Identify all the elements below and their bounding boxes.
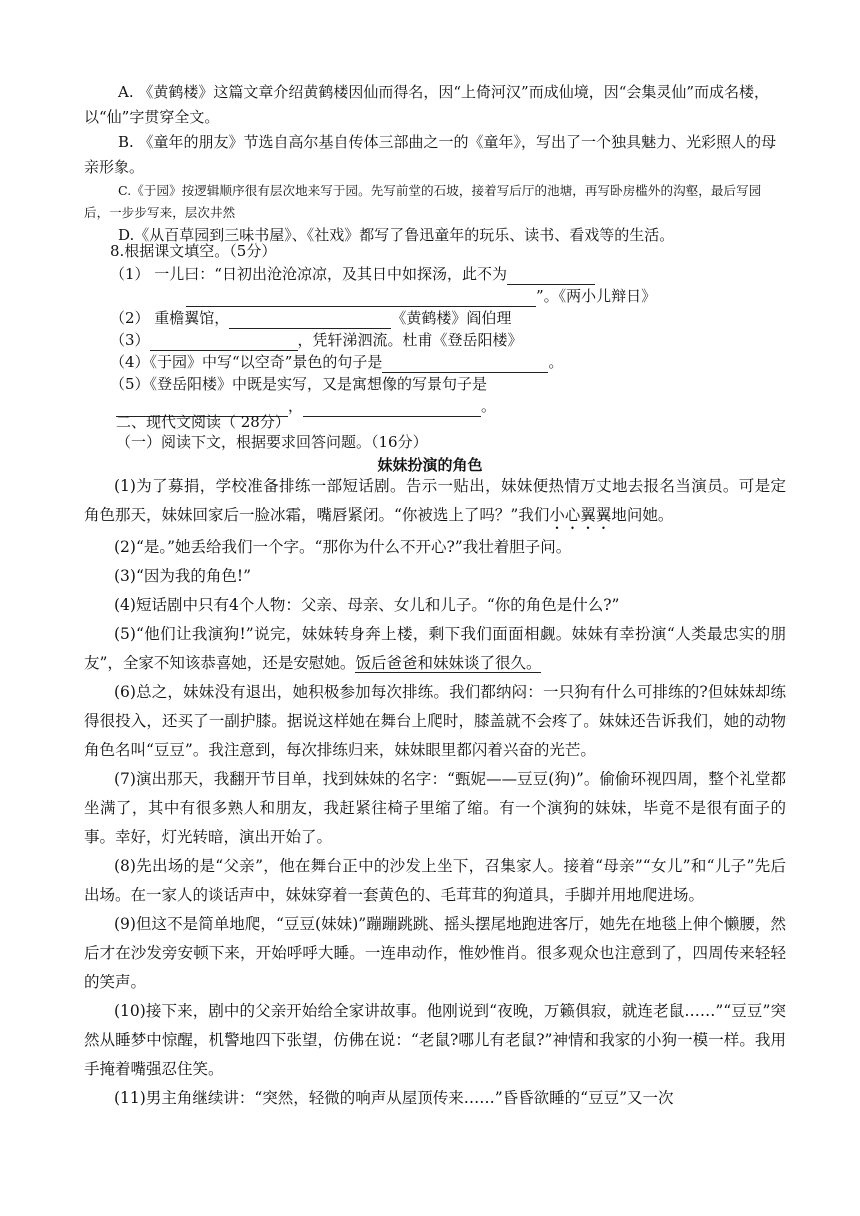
blank-2[interactable]: [229, 311, 391, 329]
paragraph-9: (9)但这不是简单地爬，“豆豆(妹妹)”蹦蹦跳跳、摇头摆尾地跑进客厅，她先在地毯上伸个懒腰，然后才在沙发旁安顿下来，开始呼呼大睡。一连串动作，惟妙惟肖。很多观众也注意到了，四周传来轻轻的笑声。: [84, 915, 786, 991]
q8-title: 8.根据课文填空。（5分）: [110, 242, 277, 260]
paragraph-3: (3)“因为我的角色!”: [114, 567, 252, 585]
blank-5b[interactable]: [303, 399, 481, 417]
paragraph-2: (2)“是。”她丢给我们一个字。“那你为什么不开心?”我壮着胆子问。: [114, 538, 572, 556]
q8-item-1: （1） 一儿曰：“日初出沧沧凉凉，及其日中如探汤，此不为: [110, 264, 595, 285]
q8-item-4: （4）《于园》中写“以空奇”景色的句子是 。: [110, 353, 564, 371]
q8-item-5-cont: ， 。: [116, 396, 496, 417]
paragraph-11: (11)男主角继续讲：“突然，轻微的响声从屋顶传来……”昏昏欲睡的“豆豆”又一次: [114, 1089, 674, 1107]
passage: [84, 472, 786, 1113]
section-subheading: （一）阅读下文，根据要求回答问题。（16分）: [116, 433, 428, 451]
blank-3[interactable]: [150, 333, 298, 351]
blank-1b[interactable]: [186, 289, 536, 307]
paragraph-4: (4)短话剧中只有4个人物：父亲、母亲、女儿和儿子。“你的角色是什么?”: [114, 596, 620, 614]
blank-4[interactable]: [382, 355, 548, 373]
option-b: B. 《童年的朋友》节选自高尔基自传体三部曲之一的《童年》，写出了一个独具魅力、光彩照人的母亲形象。: [84, 133, 777, 176]
q8-item-2: （2） 重檐翼馆， 《黄鹤楼》阎伯理: [110, 309, 512, 327]
q8-item-1-cont: ”。《两小儿辩日》: [110, 286, 656, 307]
q8-item-5: （5）《登岳阳楼》中既是实写，又是寓想像的写景句子是: [110, 375, 488, 393]
paragraph-6: (6)总之，妹妹没有退出，她积极参加每次排练。我们都纳闷：一只狗有什么可排练的?但妹妹却练得很投入，还买了一副护膝。据说这样她在舞台上爬时，膝盖就不会疼了。妹妹还告诉我们，她的动物角色名叫“豆豆”。我注意到，每次排练归来，妹妹眼里都闪着兴奋的光芒。: [84, 683, 786, 759]
option-d: D.《从百草园到三味书屋》、《社戏》都写了鲁迅童年的玩乐、读书、看戏等的生活。: [118, 226, 675, 244]
paragraph-10: (10)接下来，剧中的父亲开始给全家讲故事。他刚说到“夜晚，万籁俱寂，就连老鼠……”“豆豆”突然从睡梦中惊醒，机警地四下张望，仿佛在说：“老鼠?哪儿有老鼠?”神情和我家的小狗一模一样。我用手掩着嘴强忍住笑。: [84, 1002, 786, 1078]
paragraph-5: (5)“他们让我演狗!”说完，妹妹转身奔上楼，剩下我们面面相觑。妹妹有幸扮演“人类最忠实的朋友”，全家不知该恭喜她，还是安慰她。饭后爸爸和妹妹谈了很久。: [84, 625, 786, 672]
emphasized-phrase: 小心翼翼: [549, 506, 612, 524]
section-heading: 二、现代文阅读（ 28分）: [116, 413, 290, 431]
underlined-sentence: 饭后爸爸和妹妹谈了很久。: [355, 654, 542, 672]
option-c: C.《于园》按逻辑顺序很有层次地来写于园。先写前堂的石坡，接着写后厅的池塘，再写卧房槛外的沟壑，最后写园后，一步步写来，层次井然: [84, 183, 762, 220]
blank-1a[interactable]: [507, 267, 595, 285]
passage-title: 妹妹扮演的角色: [377, 456, 483, 474]
q8-item-3: （3） ，凭轩涕泗流。杜甫《登岳阳楼》: [110, 331, 523, 349]
question-options: [84, 80, 784, 246]
option-a: A. 《黄鹤楼》这篇文章介绍黄鹤楼因仙而得名，因“上倚河汉”而成仙境，因“会集灵仙”而成名楼，以“仙”字贯穿全文。: [84, 83, 770, 126]
paragraph-8: (8)先出场的是“父亲”，他在舞台正中的沙发上坐下，召集家人。接着“母亲”“女儿”和“儿子”先后出场。在一家人的谈话声中，妹妹穿着一套黄色的、毛茸茸的狗道具，手脚并用地爬进场。: [84, 857, 786, 904]
paragraph-7: (7)演出那天，我翻开节目单，找到妹妹的名字：“甄妮——豆豆(狗)”。偷偷环视四周，整个礼堂都坐满了，其中有很多熟人和朋友，我赶紧往椅子里缩了缩。有一个演狗的妹妹，毕竟不是很有面子的事。幸好，灯光转暗，演出开始了。: [84, 770, 786, 846]
paragraph-1: (1)为了募捐，学校准备排练一部短话剧。告示一贴出，妹妹便热情万丈地去报名当演员。可是定角色那天，妹妹回家后一脸冰霜，嘴唇紧闭。“你被选上了吗？”我们小心翼翼地问她。: [84, 477, 786, 524]
